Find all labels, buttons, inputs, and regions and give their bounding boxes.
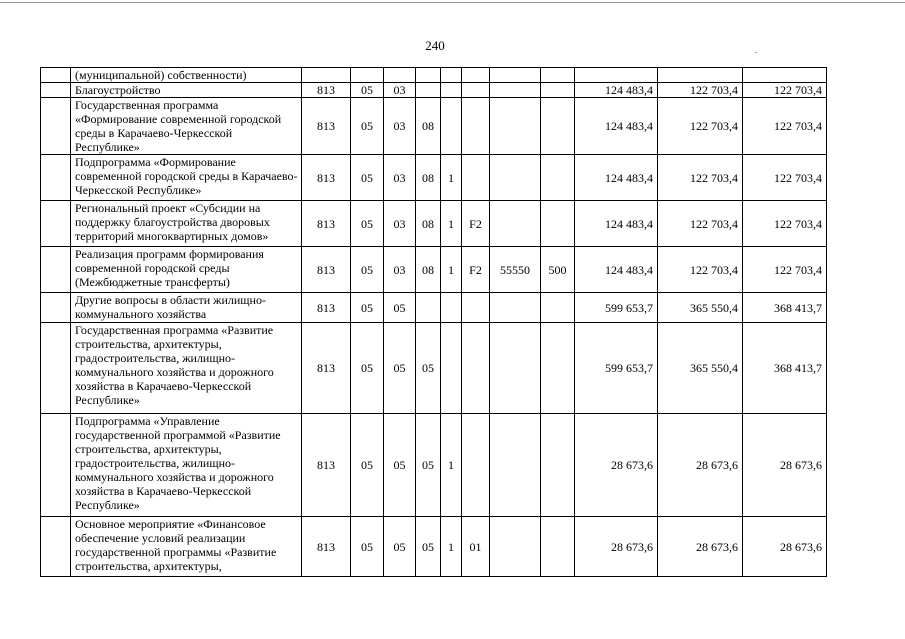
row-name-cell: Подпрограмма «Управление государственной программой «Развитие строительства, архитектуры, градостроительства, жилищно-коммунального хозяйства и дорожного хозяйства в Карачаево-Черкесской Республике»	[71, 414, 302, 517]
section-code-cell: 05	[351, 517, 384, 577]
subsection-code-cell	[384, 68, 416, 83]
amount-year3-cell: 122 703,4	[743, 201, 827, 247]
program-code-cell: 08	[416, 201, 441, 247]
amount-year2-cell: 28 673,6	[658, 517, 743, 577]
event-code-cell	[462, 83, 490, 98]
program-code-cell: 05	[416, 414, 441, 517]
row-number-cell	[41, 517, 71, 577]
amount-year3-cell: 368 413,7	[743, 293, 827, 323]
subsection-code-cell: 03	[384, 201, 416, 247]
section-code-cell	[351, 68, 384, 83]
section-code-cell: 05	[351, 98, 384, 155]
row-name-cell: Благоустройство	[71, 83, 302, 98]
subprogram-code-cell	[441, 293, 462, 323]
subsection-code-cell: 05	[384, 323, 416, 414]
direction-code-cell	[490, 323, 541, 414]
row-number-cell	[41, 68, 71, 83]
expense-type-cell	[541, 83, 575, 98]
row-number-cell	[41, 98, 71, 155]
amount-year3-cell	[743, 68, 827, 83]
page-number: 240	[425, 38, 445, 53]
event-code-cell	[462, 155, 490, 201]
expense-type-cell	[541, 517, 575, 577]
expense-type-cell: 500	[541, 247, 575, 293]
expense-type-cell	[541, 98, 575, 155]
ministry-code-cell: 813	[302, 155, 351, 201]
section-code-cell: 05	[351, 247, 384, 293]
amount-year3-cell: 122 703,4	[743, 155, 827, 201]
ministry-code-cell: 813	[302, 98, 351, 155]
ministry-code-cell: 813	[302, 83, 351, 98]
amount-year1-cell: 124 483,4	[575, 201, 658, 247]
row-number-cell	[41, 414, 71, 517]
row-name-cell: Государственная программа «Формирование современной городской среды в Карачаево-Черкесской Республике»	[71, 98, 302, 155]
amount-year2-cell: 28 673,6	[658, 414, 743, 517]
program-code-cell	[416, 68, 441, 83]
scan-speck	[755, 52, 757, 53]
table-row	[41, 293, 827, 323]
subprogram-code-cell	[441, 98, 462, 155]
row-number-cell	[41, 247, 71, 293]
row-number-cell	[41, 83, 71, 98]
amount-year1-cell: 124 483,4	[575, 98, 658, 155]
table-row	[41, 155, 827, 201]
table-row	[41, 517, 827, 577]
subprogram-code-cell: 1	[441, 247, 462, 293]
direction-code-cell	[490, 83, 541, 98]
direction-code-cell	[490, 293, 541, 323]
amount-year2-cell: 365 550,4	[658, 293, 743, 323]
row-name-cell: Государственная программа «Развитие строительства, архитектуры, градостроительства, жилищно-коммунального хозяйства и дорожного хозяйства в Карачаево-Черкесской Республике»	[71, 323, 302, 414]
ministry-code-cell: 813	[302, 293, 351, 323]
direction-code-cell	[490, 201, 541, 247]
table-row	[41, 323, 827, 414]
program-code-cell	[416, 293, 441, 323]
event-code-cell: F2	[462, 201, 490, 247]
amount-year1-cell: 28 673,6	[575, 414, 658, 517]
program-code-cell	[416, 83, 441, 98]
program-code-cell: 08	[416, 155, 441, 201]
section-code-cell: 05	[351, 323, 384, 414]
subsection-code-cell: 03	[384, 83, 416, 98]
top-rule	[0, 2, 905, 3]
ministry-code-cell: 813	[302, 201, 351, 247]
ministry-code-cell: 813	[302, 323, 351, 414]
subprogram-code-cell	[441, 83, 462, 98]
program-code-cell: 05	[416, 517, 441, 577]
amount-year1-cell: 124 483,4	[575, 83, 658, 98]
section-code-cell: 05	[351, 201, 384, 247]
program-code-cell: 05	[416, 323, 441, 414]
event-code-cell: F2	[462, 247, 490, 293]
amount-year1-cell	[575, 68, 658, 83]
amount-year2-cell: 122 703,4	[658, 247, 743, 293]
event-code-cell	[462, 414, 490, 517]
direction-code-cell	[490, 155, 541, 201]
event-code-cell: 01	[462, 517, 490, 577]
event-code-cell	[462, 323, 490, 414]
amount-year1-cell: 599 653,7	[575, 323, 658, 414]
ministry-code-cell	[302, 68, 351, 83]
subsection-code-cell: 05	[384, 293, 416, 323]
expense-type-cell	[541, 201, 575, 247]
expense-type-cell	[541, 293, 575, 323]
program-code-cell: 08	[416, 247, 441, 293]
expense-type-cell	[541, 323, 575, 414]
direction-code-cell: 55550	[490, 247, 541, 293]
section-code-cell: 05	[351, 83, 384, 98]
row-number-cell	[41, 293, 71, 323]
event-code-cell	[462, 98, 490, 155]
subsection-code-cell: 05	[384, 414, 416, 517]
direction-code-cell	[490, 517, 541, 577]
ministry-code-cell: 813	[302, 247, 351, 293]
section-code-cell: 05	[351, 293, 384, 323]
table-row	[41, 83, 827, 98]
subprogram-code-cell: 1	[441, 517, 462, 577]
amount-year2-cell: 122 703,4	[658, 83, 743, 98]
table-row	[41, 201, 827, 247]
subprogram-code-cell	[441, 68, 462, 83]
amount-year3-cell: 122 703,4	[743, 83, 827, 98]
subprogram-code-cell: 1	[441, 414, 462, 517]
table-row	[41, 247, 827, 293]
event-code-cell	[462, 68, 490, 83]
amount-year1-cell: 124 483,4	[575, 155, 658, 201]
amount-year1-cell: 124 483,4	[575, 247, 658, 293]
ministry-code-cell: 813	[302, 517, 351, 577]
amount-year2-cell: 122 703,4	[658, 98, 743, 155]
amount-year1-cell: 28 673,6	[575, 517, 658, 577]
table-row	[41, 414, 827, 517]
amount-year2-cell: 122 703,4	[658, 155, 743, 201]
subsection-code-cell: 03	[384, 155, 416, 201]
event-code-cell	[462, 293, 490, 323]
row-name-cell: Другие вопросы в области жилищно-коммунального хозяйства	[71, 293, 302, 323]
row-name-cell: Основное мероприятие «Финансовое обеспечение условий реализации государственной программы «Развитие строительства, архитектуры,	[71, 517, 302, 577]
subprogram-code-cell: 1	[441, 201, 462, 247]
row-number-cell	[41, 155, 71, 201]
direction-code-cell	[490, 68, 541, 83]
direction-code-cell	[490, 414, 541, 517]
amount-year3-cell: 28 673,6	[743, 414, 827, 517]
amount-year3-cell: 122 703,4	[743, 98, 827, 155]
amount-year3-cell: 368 413,7	[743, 323, 827, 414]
budget-table	[40, 67, 827, 577]
amount-year1-cell: 599 653,7	[575, 293, 658, 323]
row-name-cell: Подпрограмма «Формирование современной городской среды в Карачаево-Черкесской Республике»	[71, 155, 302, 201]
program-code-cell: 08	[416, 98, 441, 155]
subsection-code-cell: 03	[384, 247, 416, 293]
table-row	[41, 98, 827, 155]
subsection-code-cell: 03	[384, 98, 416, 155]
amount-year3-cell: 28 673,6	[743, 517, 827, 577]
row-name-cell: Региональный проект «Субсидии на поддержку благоустройства дворовых территорий многоквартирных домов»	[71, 201, 302, 247]
amount-year2-cell: 365 550,4	[658, 323, 743, 414]
amount-year2-cell	[658, 68, 743, 83]
row-name-cell: Реализация программ формирования современной городской среды (Межбюджетные трансферты)	[71, 247, 302, 293]
amount-year2-cell: 122 703,4	[658, 201, 743, 247]
expense-type-cell	[541, 155, 575, 201]
subprogram-code-cell: 1	[441, 155, 462, 201]
section-code-cell: 05	[351, 155, 384, 201]
table-row	[41, 68, 827, 83]
amount-year3-cell: 122 703,4	[743, 247, 827, 293]
row-number-cell	[41, 201, 71, 247]
ministry-code-cell: 813	[302, 414, 351, 517]
row-name-cell: (муниципальной) собственности)	[71, 68, 302, 83]
direction-code-cell	[490, 98, 541, 155]
expense-type-cell	[541, 68, 575, 83]
row-number-cell	[41, 323, 71, 414]
subprogram-code-cell	[441, 323, 462, 414]
section-code-cell: 05	[351, 414, 384, 517]
subsection-code-cell: 05	[384, 517, 416, 577]
expense-type-cell	[541, 414, 575, 517]
